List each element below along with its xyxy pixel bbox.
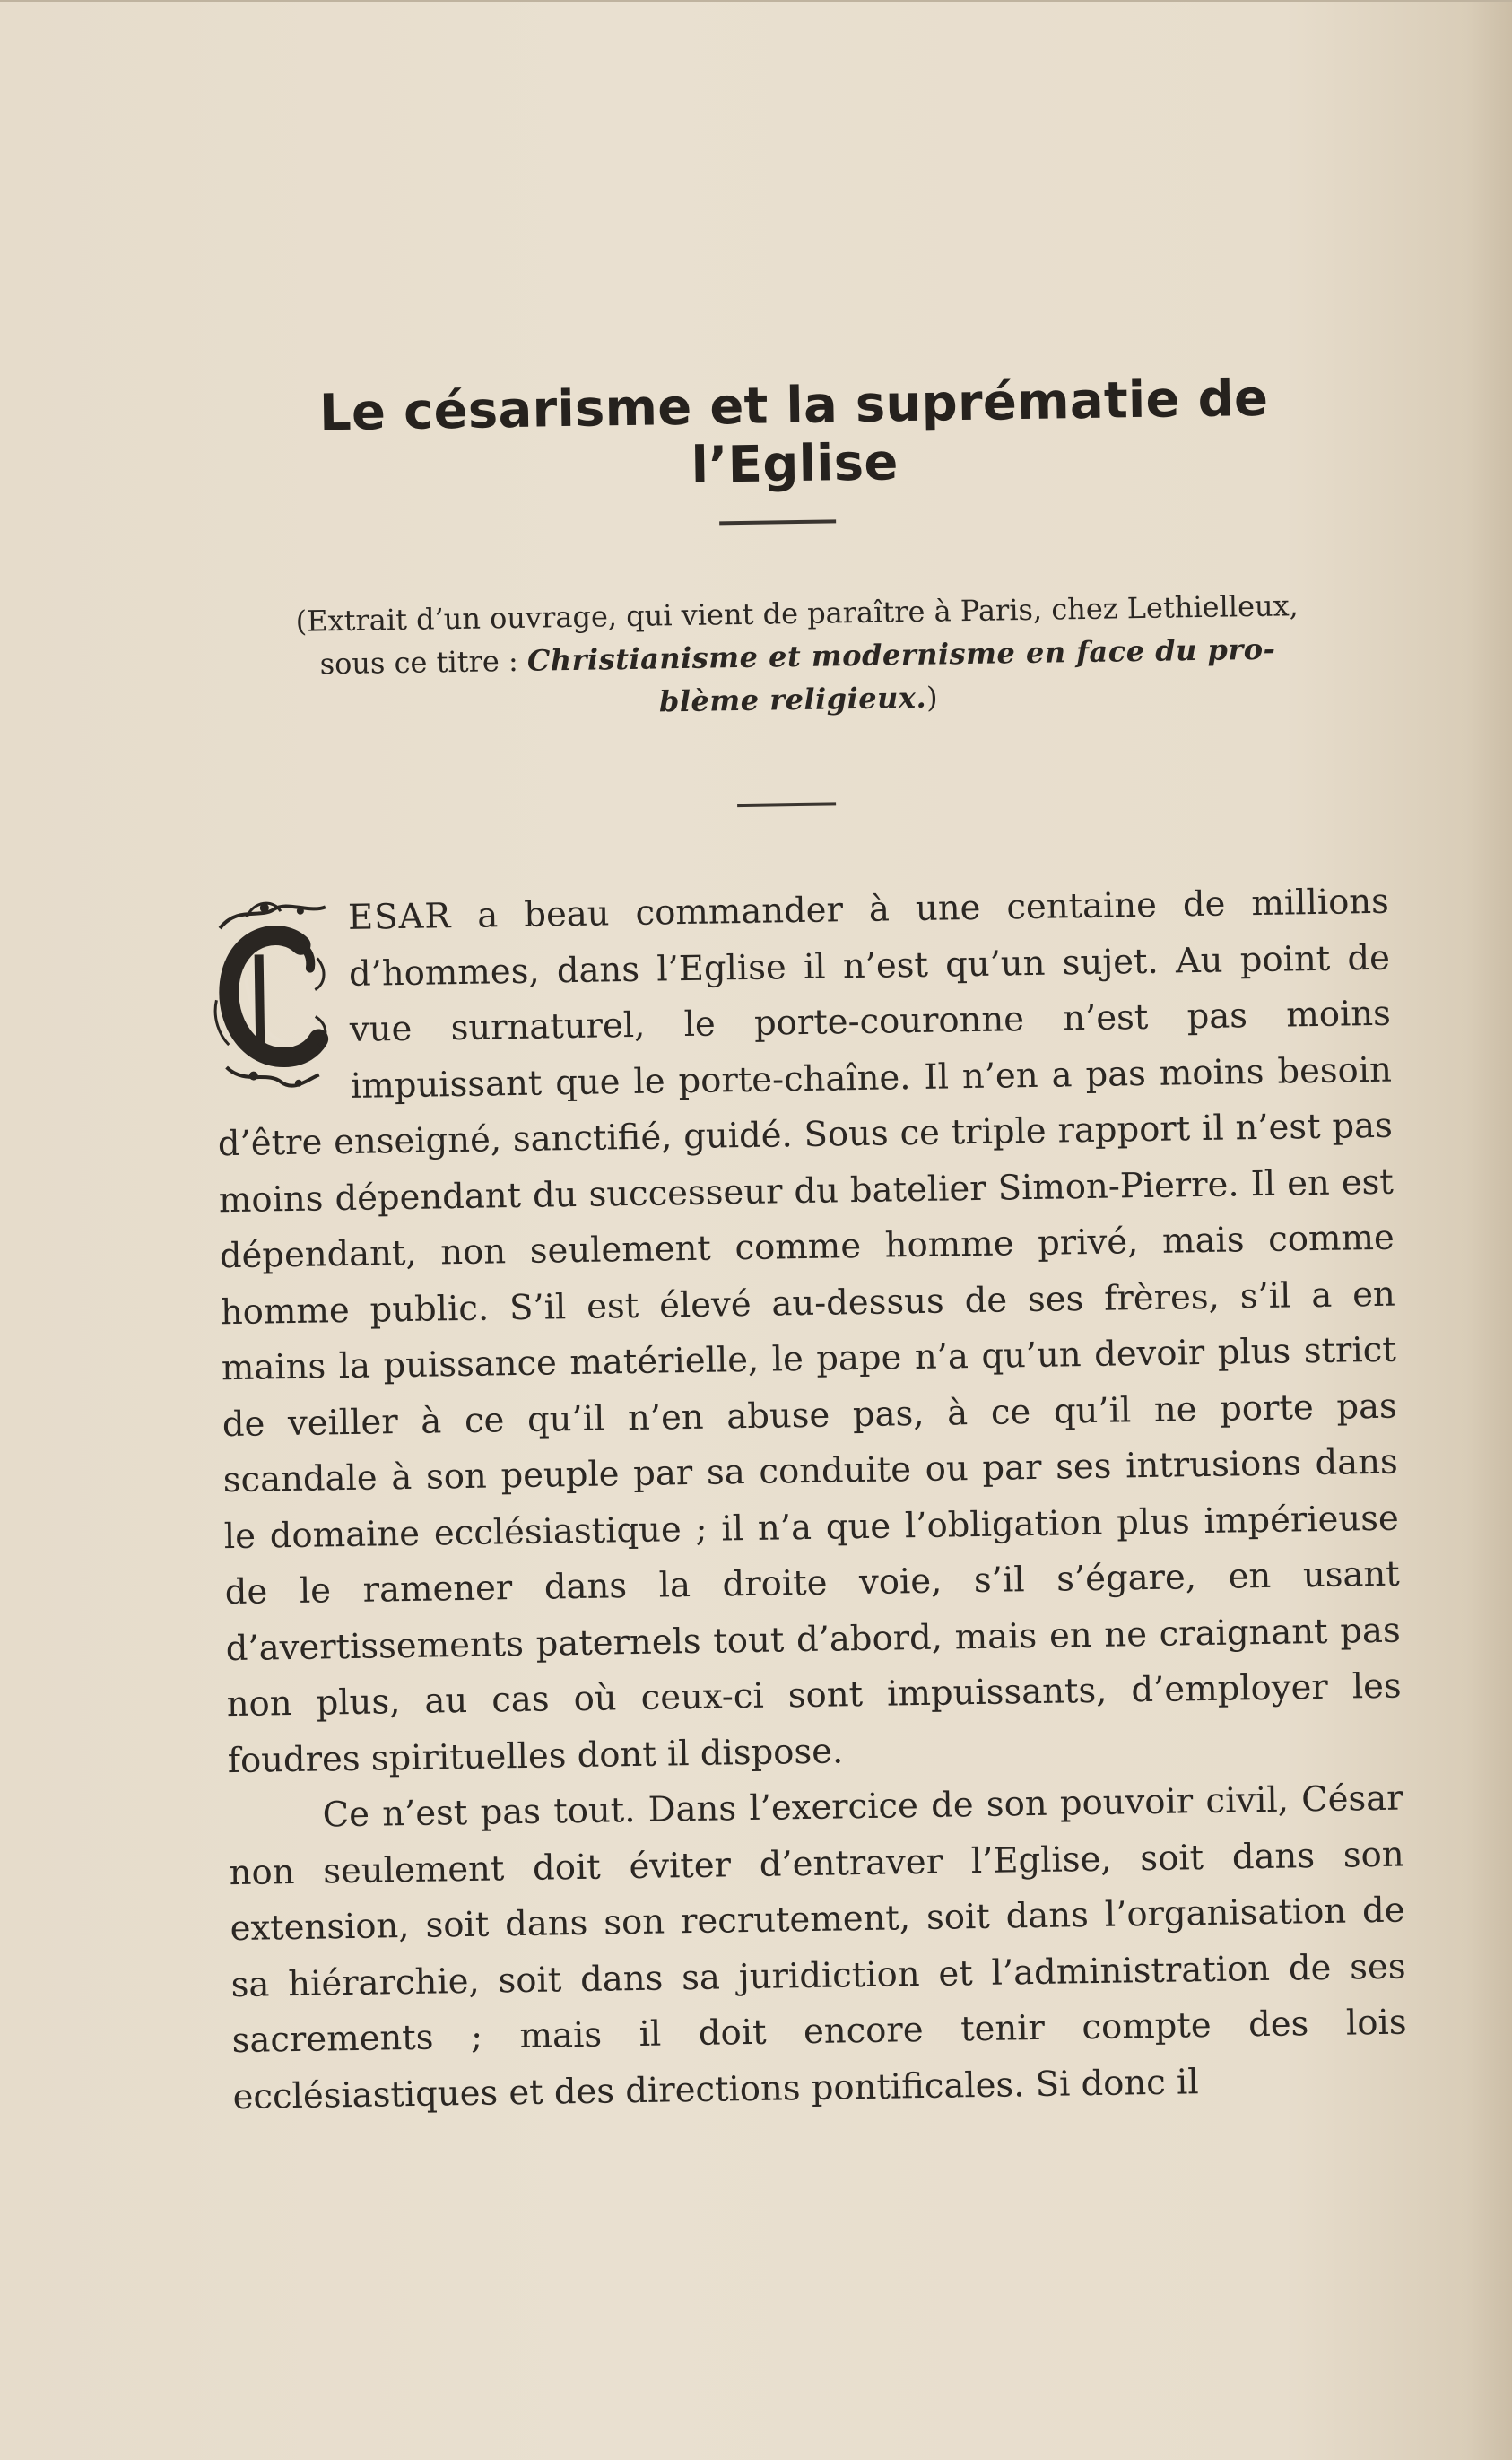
article-subtitle (209, 583, 1386, 731)
subtitle-line-2-prefix: sous ce titre : (319, 643, 528, 682)
ornamental-initial-c-icon (211, 891, 335, 1099)
subtitle-line-1: (Extrait d’un ouvrage, qui vient de paraître à Paris, chez Lethielleux, (295, 588, 1299, 639)
first-word: ESAR (347, 896, 452, 938)
article-body (214, 874, 1408, 2125)
subtitle-divider (737, 802, 836, 807)
subtitle-line-2-italic: Christianisme et modernisme en face du pro- (526, 631, 1276, 678)
title-divider (719, 519, 836, 525)
paragraph-2: Ce n’est pas tout. Dans l’exercice de son pouvoir civil, César non seulement doit éviter d’entraver l’Eglise, soit dans son extension, soit dans son recrutement, soit dans l’organisation de sa hiérarchie, soit dans sa juridiction et l’administration de ses sacrements ; mais il doit encore tenir compte des lois ecclésiastiques et des directions pontificales. Si donc il (229, 1778, 1407, 2117)
subtitle-line-3-suffix: ) (925, 680, 938, 715)
article-title: Le césarisme et la suprématie de l’Eglise (318, 369, 1269, 495)
paragraph-1-text: a beau commander à une centaine de millions d’hommes, dans l’Eglise il n’est qu’un sujet. Au point de vue surnaturel, le porte-couronne n’est pas moins impuissant que le porte-chaîne. Il n’en a pas moins besoin d’être enseigné, sanctifié, guidé. Sous ce triple rapport il n’est pas moins dépendant du successeur du batelier Simon-Pierre. Il en est dépendant, non seulement comme homme privé, mais comme homme public. S’il est élevé au-dessus de ses frères, s’il a en mains la puissance matérielle, le pape n’a qu’un devoir plus strict de veiller à ce qu’il n’en abuse pas, à ce qu’il ne porte pas scandale à son peuple par sa conduite ou par ses intrusions dans le domaine ecclésiastique ; il n’a que l’obligation plus impérieuse de le ramener dans la droite voie, s’il s’égare, en usant d’avertissements paternels tout d’abord, mais en ne craignant pas non plus, au cas où ceux-ci sont impuissants, d’employer les foudres spirituelles dont il dispose. (217, 881, 1402, 1781)
top-edge-line (0, 0, 1512, 2)
paragraph-1 (214, 874, 1403, 1789)
subtitle-line-3-italic: blème religieux. (658, 680, 927, 719)
